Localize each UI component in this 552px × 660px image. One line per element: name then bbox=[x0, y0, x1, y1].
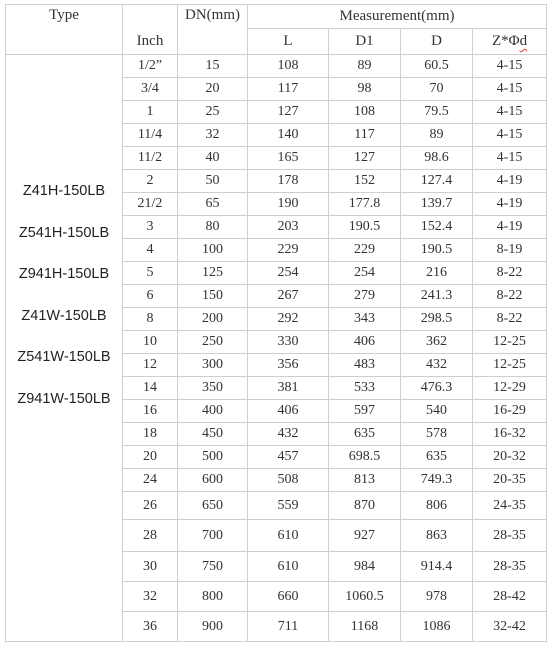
cell-dn: 80 bbox=[178, 216, 248, 239]
cell-d: 216 bbox=[401, 262, 473, 285]
cell-d: 362 bbox=[401, 331, 473, 354]
cell-inch: 6 bbox=[123, 285, 178, 308]
cell-l: 127 bbox=[248, 101, 329, 124]
header-z-phi-prefix: Z*Φ bbox=[491, 33, 520, 49]
cell-dn: 200 bbox=[178, 308, 248, 331]
cell-inch: 11/2 bbox=[123, 147, 178, 170]
cell-dn: 600 bbox=[178, 469, 248, 492]
cell-d1: 117 bbox=[329, 124, 401, 147]
cell-inch: 8 bbox=[123, 308, 178, 331]
cell-inch: 30 bbox=[123, 552, 178, 582]
cell-d: 89 bbox=[401, 124, 473, 147]
cell-inch: 3 bbox=[123, 216, 178, 239]
cell-inch: 2 bbox=[123, 170, 178, 193]
type-model: Z541H-150LB bbox=[18, 224, 110, 241]
cell-inch: 21/2 bbox=[123, 193, 178, 216]
cell-z: 4-19 bbox=[473, 193, 547, 216]
type-model: Z941H-150LB bbox=[18, 266, 110, 283]
header-type: Type bbox=[6, 5, 123, 55]
cell-d: 190.5 bbox=[401, 239, 473, 262]
cell-inch: 10 bbox=[123, 331, 178, 354]
cell-dn: 450 bbox=[178, 423, 248, 446]
cell-dn: 500 bbox=[178, 446, 248, 469]
cell-l: 165 bbox=[248, 147, 329, 170]
cell-dn: 40 bbox=[178, 147, 248, 170]
cell-l: 108 bbox=[248, 55, 329, 78]
cell-l: 660 bbox=[248, 582, 329, 612]
cell-d1: 597 bbox=[329, 400, 401, 423]
cell-z: 4-19 bbox=[473, 170, 547, 193]
cell-inch: 24 bbox=[123, 469, 178, 492]
cell-inch: 26 bbox=[123, 492, 178, 520]
cell-d: 578 bbox=[401, 423, 473, 446]
header-inch-spacer bbox=[123, 5, 178, 29]
cell-z: 8-22 bbox=[473, 308, 547, 331]
cell-d: 978 bbox=[401, 582, 473, 612]
cell-dn: 700 bbox=[178, 520, 248, 552]
cell-dn: 650 bbox=[178, 492, 248, 520]
type-model: Z41W-150LB bbox=[21, 307, 107, 324]
cell-l: 117 bbox=[248, 78, 329, 101]
cell-l: 610 bbox=[248, 552, 329, 582]
cell-z: 4-15 bbox=[473, 78, 547, 101]
cell-d1: 533 bbox=[329, 377, 401, 400]
cell-z: 32-42 bbox=[473, 612, 547, 642]
cell-inch: 36 bbox=[123, 612, 178, 642]
cell-d1: 984 bbox=[329, 552, 401, 582]
header-d1: D1 bbox=[329, 29, 401, 55]
cell-dn: 100 bbox=[178, 239, 248, 262]
cell-dn: 50 bbox=[178, 170, 248, 193]
cell-d: 540 bbox=[401, 400, 473, 423]
cell-l: 711 bbox=[248, 612, 329, 642]
header-z-phi-suffix: d bbox=[519, 33, 528, 49]
cell-d: 298.5 bbox=[401, 308, 473, 331]
cell-z: 8-19 bbox=[473, 239, 547, 262]
cell-d1: 152 bbox=[329, 170, 401, 193]
header-dn: DN(mm) bbox=[178, 5, 248, 55]
cell-dn: 125 bbox=[178, 262, 248, 285]
cell-d: 127.4 bbox=[401, 170, 473, 193]
cell-inch: 32 bbox=[123, 582, 178, 612]
cell-d: 98.6 bbox=[401, 147, 473, 170]
cell-d1: 177.8 bbox=[329, 193, 401, 216]
cell-inch: 4 bbox=[123, 239, 178, 262]
cell-d1: 89 bbox=[329, 55, 401, 78]
cell-l: 559 bbox=[248, 492, 329, 520]
cell-l: 229 bbox=[248, 239, 329, 262]
cell-z: 24-35 bbox=[473, 492, 547, 520]
cell-dn: 350 bbox=[178, 377, 248, 400]
type-model: Z41H-150LB bbox=[22, 183, 106, 199]
cell-d1: 483 bbox=[329, 354, 401, 377]
cell-l: 330 bbox=[248, 331, 329, 354]
cell-l: 406 bbox=[248, 400, 329, 423]
cell-d: 749.3 bbox=[401, 469, 473, 492]
cell-d1: 279 bbox=[329, 285, 401, 308]
cell-z: 28-35 bbox=[473, 520, 547, 552]
header-l: L bbox=[248, 29, 329, 55]
cell-d1: 98 bbox=[329, 78, 401, 101]
cell-d1: 406 bbox=[329, 331, 401, 354]
cell-inch: 12 bbox=[123, 354, 178, 377]
header-measurement: Measurement(mm) bbox=[248, 5, 547, 29]
cell-l: 610 bbox=[248, 520, 329, 552]
cell-z: 12-29 bbox=[473, 377, 547, 400]
header-d: D bbox=[401, 29, 473, 55]
type-model: Z541W-150LB bbox=[17, 349, 111, 366]
cell-d1: 108 bbox=[329, 101, 401, 124]
cell-d: 1086 bbox=[401, 612, 473, 642]
cell-z: 28-42 bbox=[473, 582, 547, 612]
cell-z: 8-22 bbox=[473, 262, 547, 285]
cell-dn: 250 bbox=[178, 331, 248, 354]
cell-z: 16-32 bbox=[473, 423, 547, 446]
cell-dn: 150 bbox=[178, 285, 248, 308]
cell-inch: 16 bbox=[123, 400, 178, 423]
cell-dn: 20 bbox=[178, 78, 248, 101]
type-model: Z941W-150LB bbox=[17, 390, 111, 407]
cell-l: 203 bbox=[248, 216, 329, 239]
cell-d1: 927 bbox=[329, 520, 401, 552]
cell-z: 12-25 bbox=[473, 331, 547, 354]
cell-d1: 190.5 bbox=[329, 216, 401, 239]
cell-l: 292 bbox=[248, 308, 329, 331]
cell-inch: 5 bbox=[123, 262, 178, 285]
cell-l: 190 bbox=[248, 193, 329, 216]
cell-z: 20-35 bbox=[473, 469, 547, 492]
cell-d1: 870 bbox=[329, 492, 401, 520]
cell-d: 241.3 bbox=[401, 285, 473, 308]
cell-l: 140 bbox=[248, 124, 329, 147]
header-row-1 bbox=[6, 5, 547, 29]
cell-z: 28-35 bbox=[473, 552, 547, 582]
type-cell bbox=[6, 55, 123, 642]
cell-l: 178 bbox=[248, 170, 329, 193]
cell-z: 4-15 bbox=[473, 124, 547, 147]
cell-d1: 635 bbox=[329, 423, 401, 446]
cell-l: 457 bbox=[248, 446, 329, 469]
cell-dn: 300 bbox=[178, 354, 248, 377]
cell-dn: 65 bbox=[178, 193, 248, 216]
cell-dn: 400 bbox=[178, 400, 248, 423]
cell-inch: 28 bbox=[123, 520, 178, 552]
cell-l: 432 bbox=[248, 423, 329, 446]
cell-inch: 20 bbox=[123, 446, 178, 469]
cell-d: 60.5 bbox=[401, 55, 473, 78]
cell-z: 20-32 bbox=[473, 446, 547, 469]
cell-d1: 254 bbox=[329, 262, 401, 285]
cell-d: 139.7 bbox=[401, 193, 473, 216]
cell-d1: 229 bbox=[329, 239, 401, 262]
cell-dn: 800 bbox=[178, 582, 248, 612]
cell-inch: 18 bbox=[123, 423, 178, 446]
cell-d1: 343 bbox=[329, 308, 401, 331]
cell-dn: 750 bbox=[178, 552, 248, 582]
cell-z: 16-29 bbox=[473, 400, 547, 423]
cell-d1: 1168 bbox=[329, 612, 401, 642]
cell-d1: 127 bbox=[329, 147, 401, 170]
cell-d: 152.4 bbox=[401, 216, 473, 239]
table-body bbox=[6, 55, 547, 642]
cell-d1: 698.5 bbox=[329, 446, 401, 469]
cell-l: 508 bbox=[248, 469, 329, 492]
cell-inch: 3/4 bbox=[123, 78, 178, 101]
table-row bbox=[6, 55, 547, 78]
cell-d: 914.4 bbox=[401, 552, 473, 582]
cell-inch: 11/4 bbox=[123, 124, 178, 147]
cell-d: 70 bbox=[401, 78, 473, 101]
cell-dn: 15 bbox=[178, 55, 248, 78]
cell-dn: 32 bbox=[178, 124, 248, 147]
cell-inch: 1 bbox=[123, 101, 178, 124]
cell-dn: 25 bbox=[178, 101, 248, 124]
type-list bbox=[6, 55, 122, 421]
cell-z: 4-15 bbox=[473, 101, 547, 124]
cell-l: 267 bbox=[248, 285, 329, 308]
cell-l: 356 bbox=[248, 354, 329, 377]
cell-z: 4-19 bbox=[473, 216, 547, 239]
cell-d: 432 bbox=[401, 354, 473, 377]
cell-dn: 900 bbox=[178, 612, 248, 642]
cell-z: 8-22 bbox=[473, 285, 547, 308]
cell-d: 806 bbox=[401, 492, 473, 520]
cell-l: 381 bbox=[248, 377, 329, 400]
cell-z: 4-15 bbox=[473, 55, 547, 78]
cell-d: 476.3 bbox=[401, 377, 473, 400]
header-z-phi-d bbox=[473, 29, 547, 55]
cell-d: 863 bbox=[401, 520, 473, 552]
cell-inch: 14 bbox=[123, 377, 178, 400]
cell-inch: 1/2” bbox=[123, 55, 178, 78]
cell-l: 254 bbox=[248, 262, 329, 285]
cell-d1: 813 bbox=[329, 469, 401, 492]
cell-d: 79.5 bbox=[401, 101, 473, 124]
cell-d1: 1060.5 bbox=[329, 582, 401, 612]
cell-d: 635 bbox=[401, 446, 473, 469]
cell-z: 4-15 bbox=[473, 147, 547, 170]
cell-z: 12-25 bbox=[473, 354, 547, 377]
spec-table bbox=[5, 4, 547, 642]
header-inch: Inch bbox=[123, 29, 178, 55]
